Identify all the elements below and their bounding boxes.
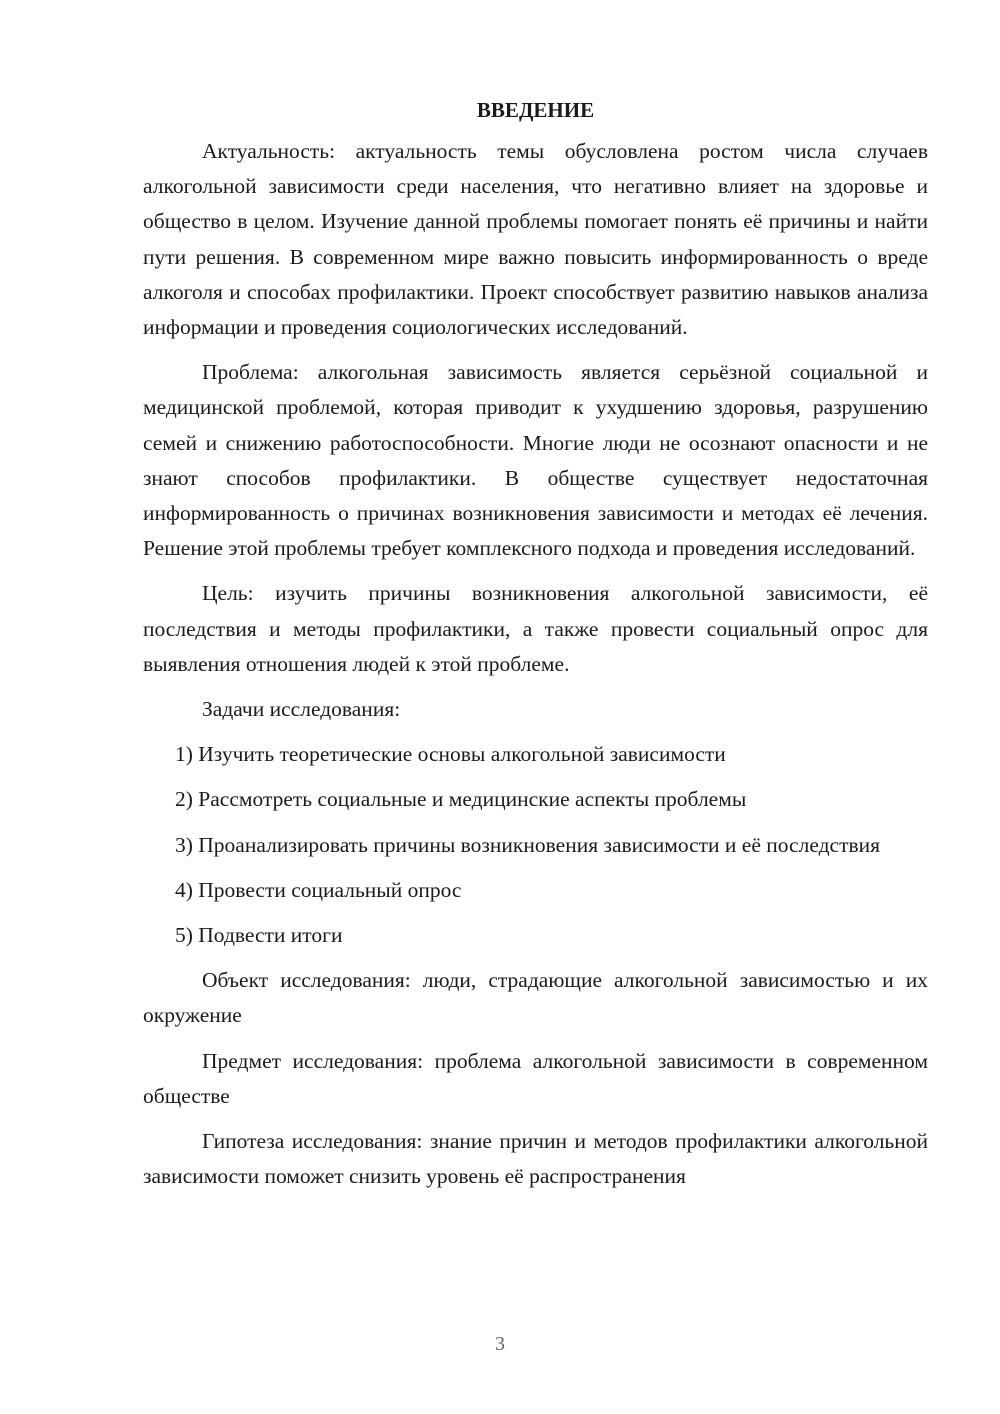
task-item-2: 2) Рассмотреть социальные и медицинские аспекты проблемы [175,787,747,812]
relevance-paragraph: Актуальность: актуальность темы обусловлена ростом числа случаев алкогольной зависимости среди населения, что негативно влияет на здоровье и общество в целом. Изучение данной проблемы помогает понять её причины и найти пути решения. В современном мире важно повысить информированность о вреде алкоголя и способах профилактики. Проект способствует развитию навыков анализа информации и проведения социологических исследований. [143,139,928,340]
task-item-5: 5) Подвести итоги [175,923,343,948]
subject-paragraph: Предмет исследования: проблема алкогольной зависимости в современном обществе [143,1048,928,1108]
problem-paragraph: Проблема: алкогольная зависимость является серьёзной социальной и медицинской проблемой, которая приводит к ухудшению здоровья, разрушению семей и снижению работоспособности. Многие люди не осознают опасности и не знают способов профилактики. В обществе существует недостаточная информированность о причинах возникновения зависимости и методах её лечения. Решение этой проблемы требует комплексного подхода и проведения исследований. [143,360,928,561]
section-title: ВВЕДЕНИЕ [476,98,595,122]
task-item-4: 4) Провести социальный опрос [175,877,462,902]
goal-paragraph: Цель: изучить причины возникновения алкогольной зависимости, её последствия и методы профилактики, а также провести социальный опрос для выявления отношения людей к этой проблеме. [143,581,928,676]
page-number: 3 [495,1333,505,1355]
page-content [143,93,928,1204]
task-item-3: 3) Проанализировать причины возникновения зависимости и её последствия [175,832,881,857]
tasks-heading: Задачи исследования: [202,697,401,722]
hypothesis-paragraph: Гипотеза исследования: знание причин и методов профилактики алкогольной зависимости поможет снизить уровень её распространения [143,1129,928,1189]
task-item-1: 1) Изучить теоретические основы алкогольной зависимости [175,742,726,767]
object-paragraph: Объект исследования: люди, страдающие алкогольной зависимостью и их окружение [143,968,928,1028]
